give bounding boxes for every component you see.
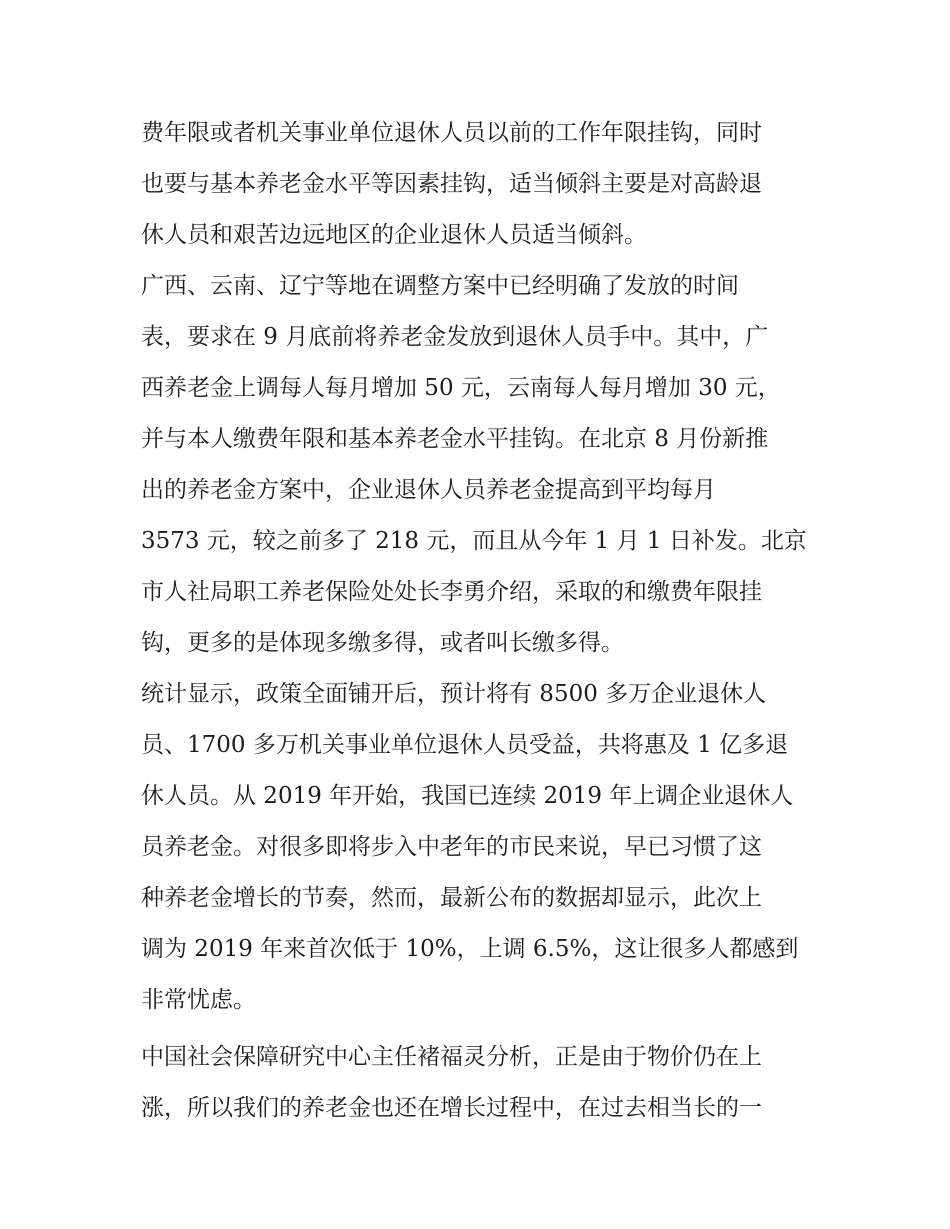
text-line: 费年限或者机关事业单位退休人员以前的工作年限挂钩，同时	[141, 120, 762, 146]
text-line: 种养老金增长的节奏，然而，最新公布的数据却显示，此次上	[141, 885, 762, 911]
text-line: 西养老金上调每人每月增加 50 元，云南每人每月增加 30 元，	[141, 375, 781, 401]
text-line: 中国社会保障研究中心主任褚福灵分析，正是由于物价仍在上	[141, 1044, 762, 1070]
text-line: 市人社局职工养老保险处处长李勇介绍，采取的和缴费年限挂	[141, 579, 762, 605]
paragraph	[141, 669, 813, 1026]
text-line: 表，要求在 9 月底前将养老金发放到退休人员手中。其中，广	[141, 324, 769, 350]
text-line: 钩，更多的是体现多缴多得，或者叫长缴多得。	[141, 630, 624, 656]
text-line: 休人员。从 2019 年开始，我国已连续 2019 年上调企业退休人	[141, 783, 794, 809]
text-line: 广西、云南、辽宁等地在调整方案中已经明确了发放的时间	[141, 273, 739, 299]
paragraph	[141, 261, 813, 669]
paragraph	[141, 108, 813, 261]
document-body	[141, 108, 813, 1134]
text-line: 3573 元，较之前多了 218 元，而且从今年 1 月 1 日补发。北京	[141, 528, 807, 554]
text-line: 并与本人缴费年限和基本养老金水平挂钩。在北京 8 月份新推	[141, 426, 769, 452]
text-line: 休人员和艰苦边远地区的企业退休人员适当倾斜。	[141, 222, 647, 248]
text-line: 也要与基本养老金水平等因素挂钩，适当倾斜主要是对高龄退	[141, 171, 762, 197]
text-line: 统计显示，政策全面铺开后，预计将有 8500 多万企业退休人	[141, 681, 767, 707]
text-line: 出的养老金方案中，企业退休人员养老金提高到平均每月	[141, 477, 716, 503]
text-line: 员养老金。对很多即将步入中老年的市民来说，早已习惯了这	[141, 834, 762, 860]
text-line: 调为 2019 年来首次低于 10%，上调 6.5%，这让很多人都感到	[141, 936, 799, 962]
text-line: 涨，所以我们的养老金也还在增长过程中，在过去相当长的一	[141, 1095, 762, 1121]
text-line: 员、1700 多万机关事业单位退休人员受益，共将惠及 1 亿多退	[141, 732, 789, 758]
paragraph	[141, 1032, 813, 1134]
text-line: 非常忧虑。	[141, 987, 256, 1013]
